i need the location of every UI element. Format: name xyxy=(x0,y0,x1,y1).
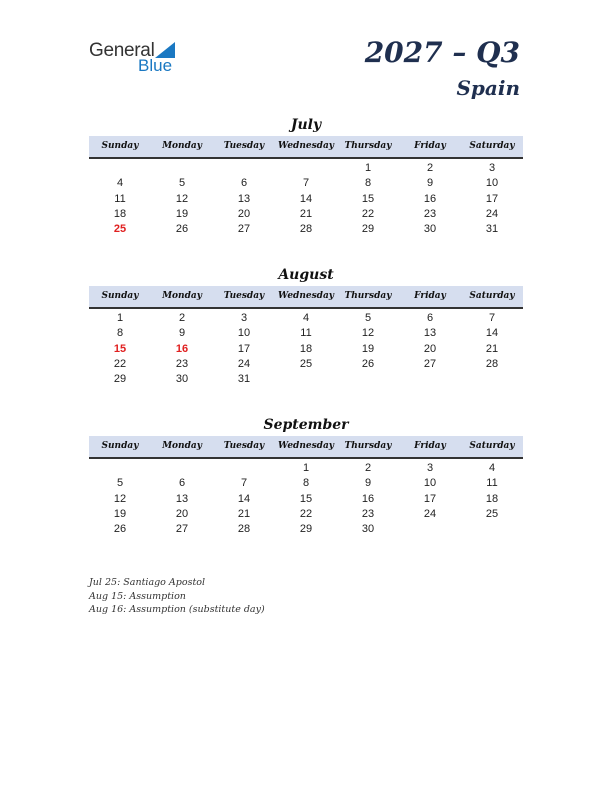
day-cell: 25 xyxy=(485,507,499,520)
weekday-header xyxy=(89,436,523,459)
weekday-label: Thursday xyxy=(344,441,392,451)
weekday-label: Wednesday xyxy=(277,291,335,301)
holiday-notes xyxy=(89,576,265,617)
logo-blue-text: Blue xyxy=(138,56,173,75)
day-cell: 28 xyxy=(485,357,499,370)
month-name: August xyxy=(278,267,334,283)
weekday-header xyxy=(89,286,523,309)
weekday-label: Sunday xyxy=(101,441,139,451)
day-cell: 2 xyxy=(364,462,372,474)
day-cell: 27 xyxy=(423,357,437,370)
week-row xyxy=(89,507,523,522)
day-cell: 2 xyxy=(426,162,434,174)
day-cell: 26 xyxy=(113,523,127,536)
day-cell: 5 xyxy=(178,177,186,190)
day-cell: 9 xyxy=(364,477,372,490)
day-cell: 29 xyxy=(113,373,127,386)
month-calendar-july xyxy=(89,114,523,237)
empty-day-cell xyxy=(275,161,337,176)
day-cell: 17 xyxy=(237,342,251,355)
empty-day-cell xyxy=(399,522,461,537)
day-cell: 11 xyxy=(486,477,498,490)
day-cell: 21 xyxy=(299,207,313,220)
week-row xyxy=(89,522,523,537)
holiday-note: Jul 25: Santiago Apostol xyxy=(89,577,206,588)
day-cell: 7 xyxy=(302,177,310,190)
day-cell: 11 xyxy=(300,327,312,340)
week-row xyxy=(89,161,523,176)
day-cell: 15 xyxy=(113,342,127,355)
week-row xyxy=(89,326,523,341)
day-cell: 24 xyxy=(423,507,437,520)
day-cell: 18 xyxy=(113,207,127,220)
day-cell: 16 xyxy=(423,192,437,205)
day-cell: 18 xyxy=(485,492,499,505)
day-cell: 9 xyxy=(426,177,434,190)
week-row xyxy=(89,461,523,476)
week-row xyxy=(89,192,523,207)
day-cell: 29 xyxy=(299,523,313,536)
empty-day-cell xyxy=(461,372,523,387)
day-cell: 25 xyxy=(113,223,127,236)
day-cell: 11 xyxy=(114,192,126,205)
day-cell: 13 xyxy=(175,492,189,505)
day-cell: 23 xyxy=(175,357,189,370)
day-cell: 13 xyxy=(237,192,251,205)
day-cell: 8 xyxy=(364,177,372,190)
generalblue-logo xyxy=(89,40,189,74)
day-cell: 3 xyxy=(240,312,248,324)
day-cell: 23 xyxy=(361,507,375,520)
empty-day-cell xyxy=(151,161,213,176)
weekday-label: Tuesday xyxy=(223,291,265,301)
day-cell: 14 xyxy=(299,192,313,205)
week-row xyxy=(89,476,523,491)
empty-day-cell xyxy=(151,461,213,476)
month-calendar-september xyxy=(89,414,523,537)
weekday-label: Sunday xyxy=(101,141,139,151)
empty-day-cell xyxy=(89,161,151,176)
day-cell: 14 xyxy=(237,492,251,505)
day-cell: 17 xyxy=(423,492,437,505)
day-cell: 18 xyxy=(299,342,313,355)
day-cell: 31 xyxy=(485,223,499,236)
day-cell: 4 xyxy=(116,177,124,190)
week-row xyxy=(89,342,523,357)
day-cell: 28 xyxy=(299,223,313,236)
day-cell: 19 xyxy=(361,342,375,355)
day-cell: 16 xyxy=(175,342,189,355)
day-cell: 23 xyxy=(423,207,437,220)
day-cell: 6 xyxy=(178,477,186,490)
week-row xyxy=(89,207,523,222)
weekday-label: Saturday xyxy=(469,291,515,301)
day-cell: 14 xyxy=(485,327,499,340)
day-cell: 27 xyxy=(237,223,251,236)
day-cell: 2 xyxy=(178,312,186,324)
empty-day-cell xyxy=(275,372,337,387)
empty-day-cell xyxy=(337,372,399,387)
week-rows xyxy=(89,459,523,537)
day-cell: 4 xyxy=(302,312,310,324)
holiday-note: Aug 15: Assumption xyxy=(89,590,186,602)
weekday-label: Monday xyxy=(162,441,202,451)
day-cell: 29 xyxy=(361,223,375,236)
day-cell: 22 xyxy=(113,357,127,370)
day-cell: 20 xyxy=(237,207,251,220)
logo-general-text: General xyxy=(89,40,155,61)
page-title: 2027 – Q3 xyxy=(364,36,520,69)
weekday-label: Friday xyxy=(414,141,446,151)
empty-day-cell xyxy=(89,461,151,476)
day-cell: 12 xyxy=(361,327,375,340)
weekday-label: Monday xyxy=(162,141,202,151)
weekday-header xyxy=(89,136,523,159)
day-cell: 20 xyxy=(423,342,437,355)
day-cell: 7 xyxy=(488,312,496,324)
day-cell: 8 xyxy=(116,327,124,340)
day-cell: 17 xyxy=(485,192,499,205)
weekday-label: Thursday xyxy=(344,291,392,301)
month-name: September xyxy=(263,417,349,433)
day-cell: 13 xyxy=(423,327,437,340)
weekday-label: Friday xyxy=(414,291,446,301)
day-cell: 4 xyxy=(488,462,496,474)
day-cell: 20 xyxy=(175,507,189,520)
day-cell: 10 xyxy=(485,177,499,190)
holiday-note: Aug 16: Assumption (substitute day) xyxy=(89,604,265,615)
day-cell: 6 xyxy=(426,312,434,324)
day-cell: 31 xyxy=(237,373,251,386)
weekday-label: Tuesday xyxy=(223,441,265,451)
day-cell: 5 xyxy=(116,477,124,490)
day-cell: 28 xyxy=(237,523,251,536)
day-cell: 30 xyxy=(175,373,189,386)
day-cell: 24 xyxy=(237,357,251,370)
weekday-label: Wednesday xyxy=(277,141,335,151)
day-cell: 9 xyxy=(178,327,186,340)
month-calendar-august xyxy=(89,264,523,387)
day-cell: 30 xyxy=(423,223,437,236)
day-cell: 1 xyxy=(302,462,310,474)
week-row xyxy=(89,357,523,372)
weekday-label: Thursday xyxy=(344,141,392,151)
day-cell: 22 xyxy=(299,507,313,520)
day-cell: 8 xyxy=(302,477,310,490)
day-cell: 26 xyxy=(361,357,375,370)
day-cell: 1 xyxy=(116,312,124,324)
day-cell: 27 xyxy=(175,523,189,536)
day-cell: 6 xyxy=(240,177,248,190)
day-cell: 12 xyxy=(175,192,189,205)
day-cell: 26 xyxy=(175,223,189,236)
day-cell: 21 xyxy=(237,507,251,520)
day-cell: 15 xyxy=(361,192,375,205)
week-row xyxy=(89,176,523,191)
day-cell: 10 xyxy=(237,327,251,340)
weekday-label: Monday xyxy=(162,291,202,301)
weekday-label: Saturday xyxy=(469,441,515,451)
day-cell: 7 xyxy=(240,477,248,490)
weekday-label: Sunday xyxy=(101,291,139,301)
day-cell: 21 xyxy=(485,342,499,355)
empty-day-cell xyxy=(461,522,523,537)
empty-day-cell xyxy=(399,372,461,387)
day-cell: 22 xyxy=(361,207,375,220)
day-cell: 3 xyxy=(488,162,496,174)
week-rows xyxy=(89,159,523,237)
month-name: July xyxy=(290,117,322,133)
empty-day-cell xyxy=(213,461,275,476)
week-row xyxy=(89,492,523,507)
day-cell: 25 xyxy=(299,357,313,370)
day-cell: 12 xyxy=(113,492,127,505)
day-cell: 3 xyxy=(426,462,434,474)
week-row xyxy=(89,311,523,326)
weekday-label: Wednesday xyxy=(277,441,335,451)
weekday-label: Tuesday xyxy=(223,141,265,151)
weekday-label: Friday xyxy=(414,441,446,451)
day-cell: 10 xyxy=(423,477,437,490)
empty-day-cell xyxy=(213,161,275,176)
day-cell: 16 xyxy=(361,492,375,505)
day-cell: 30 xyxy=(361,523,375,536)
day-cell: 19 xyxy=(175,207,189,220)
country-subtitle: Spain xyxy=(456,76,520,100)
week-row xyxy=(89,372,523,387)
week-row xyxy=(89,222,523,237)
weekday-label: Saturday xyxy=(469,141,515,151)
day-cell: 1 xyxy=(364,162,372,174)
day-cell: 5 xyxy=(364,312,372,324)
week-rows xyxy=(89,309,523,387)
day-cell: 19 xyxy=(113,507,127,520)
day-cell: 24 xyxy=(485,207,499,220)
day-cell: 15 xyxy=(299,492,313,505)
